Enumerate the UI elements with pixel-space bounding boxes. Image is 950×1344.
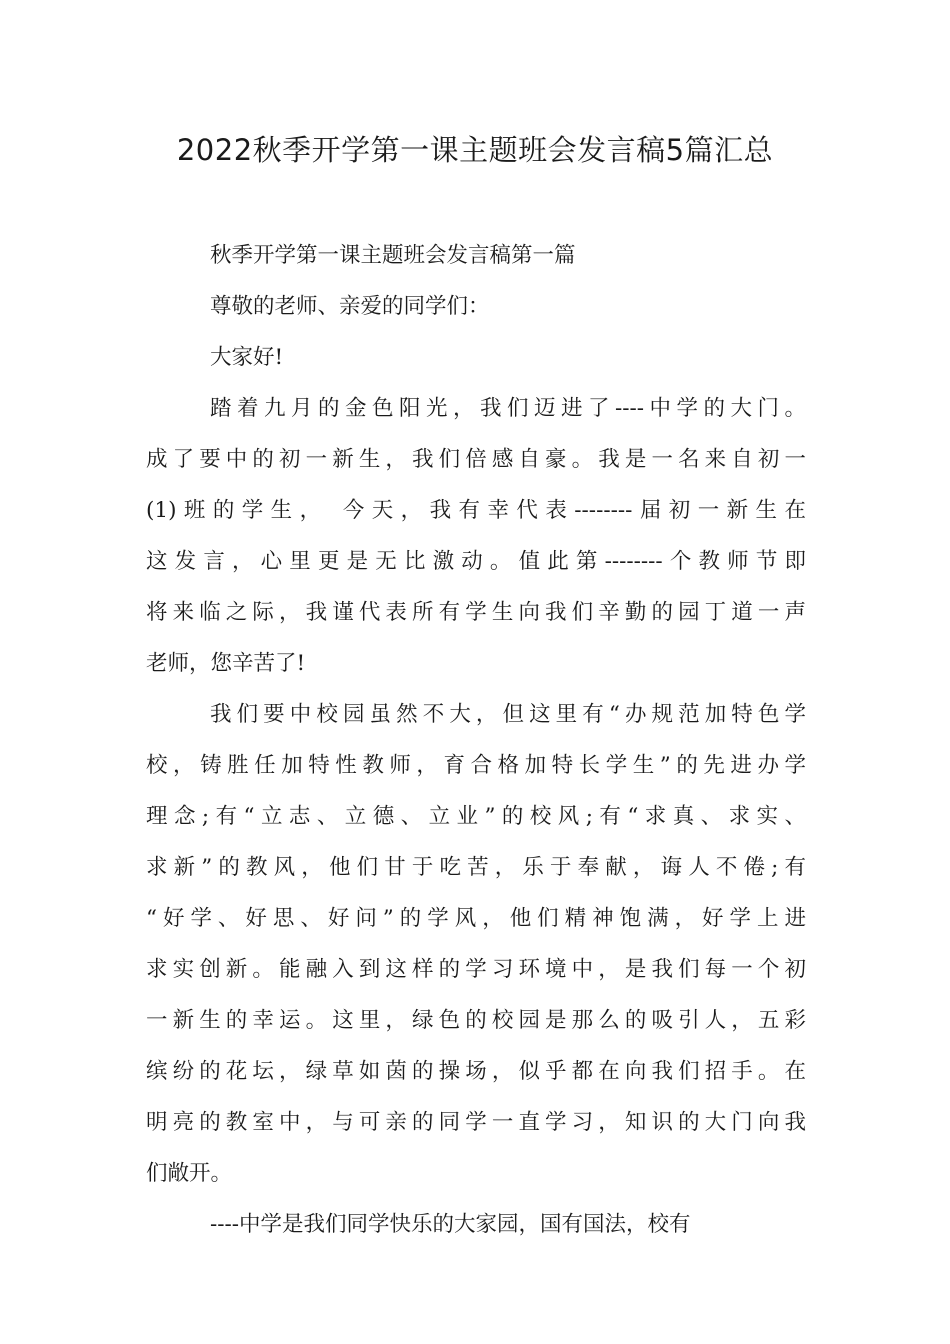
paragraph-line: 校，铸胜任加特性教师，育合格加特长学生”的先进办学: [146, 753, 806, 778]
paragraph-line: 踏着九月的金色阳光，我们迈进了----中学的大门。: [210, 396, 806, 421]
section-heading: 秋季开学第一课主题班会发言稿第一篇: [210, 243, 576, 268]
paragraph-1: [146, 383, 806, 689]
greeting: 大家好!: [210, 345, 284, 370]
salutation: 尊敬的老师、亲爱的同学们：: [210, 294, 490, 319]
paragraph-line: “好学、好思、好问”的学风，他们精神饱满，好学上进: [146, 906, 806, 931]
document-body: [146, 230, 806, 1250]
paragraph-line: 明亮的教室中，与可亲的同学一直学习，知识的大门向我: [146, 1110, 806, 1135]
paragraph-line: 成了要中的初一新生，我们倍感自豪。我是一名来自初一: [146, 447, 806, 472]
paragraph-line: 求实创新。能融入到这样的学习环境中，是我们每一个初: [146, 957, 806, 982]
paragraph-line: (1)班的学生， 今天，我有幸代表--------届初一新生在: [146, 498, 806, 523]
paragraph-line: 这发言，心里更是无比激动。值此第--------个教师节即: [146, 549, 806, 574]
paragraph-line: 老师，您辛苦了!: [146, 651, 306, 676]
paragraph-line: 将来临之际，我谨代表所有学生向我们辛勤的园丁道一声: [146, 600, 806, 625]
paragraph-line: 理念;有“立志、立德、立业”的校风;有“求真、求实、: [146, 804, 806, 829]
paragraph-2: [146, 689, 806, 1199]
document-title: 2022秋季开学第一课主题班会发言稿5篇汇总: [176, 133, 774, 167]
paragraph-line: 我们要中校园虽然不大，但这里有“办规范加特色学: [210, 702, 806, 727]
paragraph-line: 一新生的幸运。这里，绿色的校园是那么的吸引人，五彩: [146, 1008, 806, 1033]
paragraph-line: 求新”的教风，他们甘于吃苦，乐于奉献，诲人不倦;有: [146, 855, 806, 880]
paragraph-line: ----中学是我们同学快乐的大家园，国有国法，校有: [210, 1212, 691, 1237]
paragraph-line: 缤纷的花坛，绿草如茵的操场，似乎都在向我们招手。在: [146, 1059, 806, 1084]
paragraph-3: [146, 1199, 806, 1250]
paragraph-line: 们敞开。: [146, 1161, 233, 1186]
